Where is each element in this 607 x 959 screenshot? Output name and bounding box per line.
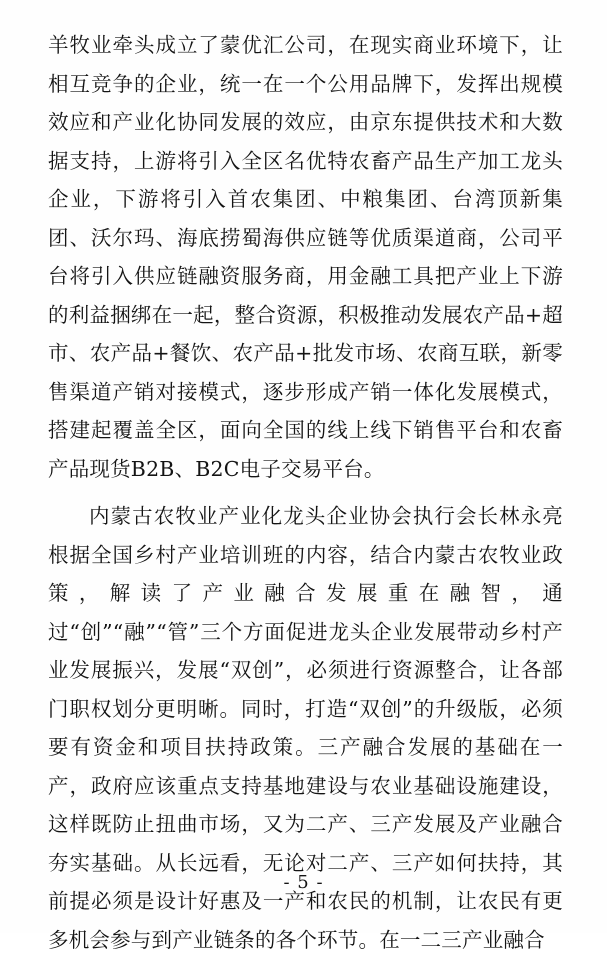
page-body — [48, 26, 563, 959]
paragraph-spacer — [48, 488, 563, 497]
page-number: - 5 - — [283, 872, 324, 893]
paragraph-2: 内蒙古农牧业产业化龙头企业协会执行会长林永亮根据全国乡村产业培训班的内容，结合内蒙古农牧业政策，解读了产业融合发展重在融智，通过“创”“融”“管”三个方面促进龙头企业发展带动乡村产业发展振兴，发展“双创”，必须进行资源整合，让各部门职权划分更明晰。同时，打造“双创”的升级版，必须要有资金和项目扶持政策。三产融合发展的基础在一产，政府应该重点支持基地建设与农业基础设施建设，这样既防止扭曲市场，又为二产、三产发展及产业融合夯实基础。从长远看，无论对二产、三产如何扶持，其前提必须是设计好惠及一产和农民的机制，让农民有更多机会参与到产业链条的各个环节。在一二三产业融合 — [48, 504, 563, 952]
paragraph-1: 羊牧业牵头成立了蒙优汇公司，在现实商业环境下，让相互竞争的企业，统一在一个公用品牌下，发挥出规模效应和产业化协同发展的效应，由京东提供技术和大数据支持，上游将引入全区名优特农畜产品生产加工龙头企业，下游将引入首农集团、中粮集团、台湾顶新集团、沃尔玛、海底捞蜀海供应链等优质渠道商，公司平台将引入供应链融资服务商，用金融工具把产业上下游的利益捆绑在一起，整合资源，积极推动发展农产品+超市、农产品+餐饮、农产品+批发市场、农商互联，新零售渠道产销对接模式，逐步形成产销一体化发展模式，搭建起覆盖全区，面向全国的线上线下销售平台和农畜产品现货B2B、B2C电子交易平台。 — [48, 33, 563, 481]
